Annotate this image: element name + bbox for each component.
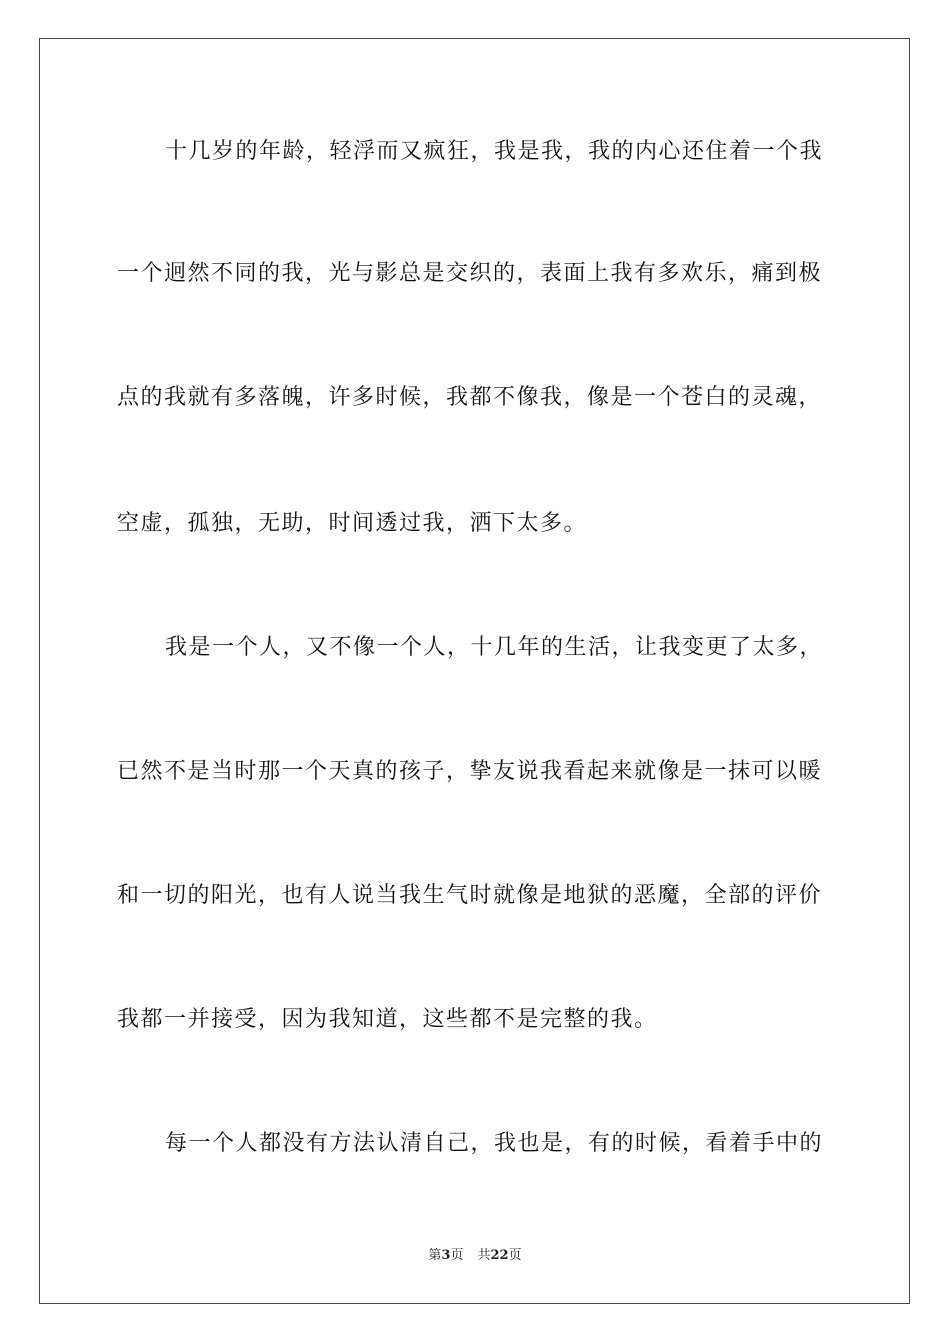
footer-total-prefix: 共 <box>477 1248 491 1263</box>
footer-page-prefix: 第 <box>428 1248 442 1263</box>
paragraph-1-line-4: 空虚，孤独，无助，时间透过我，洒下太多。 <box>117 511 588 536</box>
paragraph-3-line-1: 每一个人都没有方法认清自己，我也是，有的时候，看着手中的 <box>165 1131 824 1156</box>
page-footer <box>0 1246 950 1266</box>
paragraph-2-line-1: 我是一个人，又不像一个人，十几年的生活，让我变更了太多， <box>165 635 824 660</box>
paragraph-2-line-4: 我都一并接受，因为我知道，这些都不是完整的我。 <box>117 1007 658 1032</box>
paragraph-2-line-2: 已然不是当时那一个天真的孩子，挚友说我看起来就像是一抹可以暖 <box>117 759 823 784</box>
paragraph-1-line-3: 点的我就有多落魄，许多时候，我都不像我，像是一个苍白的灵魂， <box>117 385 823 410</box>
paragraph-1-line-2: 一个迥然不同的我，光与影总是交织的，表面上我有多欢乐，痛到极 <box>117 261 823 286</box>
paragraph-1-line-1: 十几岁的年龄，轻浮而又疯狂，我是我，我的内心还住着一个我 <box>165 139 824 164</box>
page-border <box>39 38 910 1304</box>
footer-total-pages: 22 <box>490 1248 509 1263</box>
footer-page-number: 3 <box>441 1248 451 1263</box>
footer-total-suffix: 页 <box>508 1248 522 1263</box>
paragraph-2-line-3: 和一切的阳光，也有人说当我生气时就像是地狱的恶魔，全部的评价 <box>117 883 823 908</box>
footer-page-suffix: 页 <box>450 1248 464 1263</box>
